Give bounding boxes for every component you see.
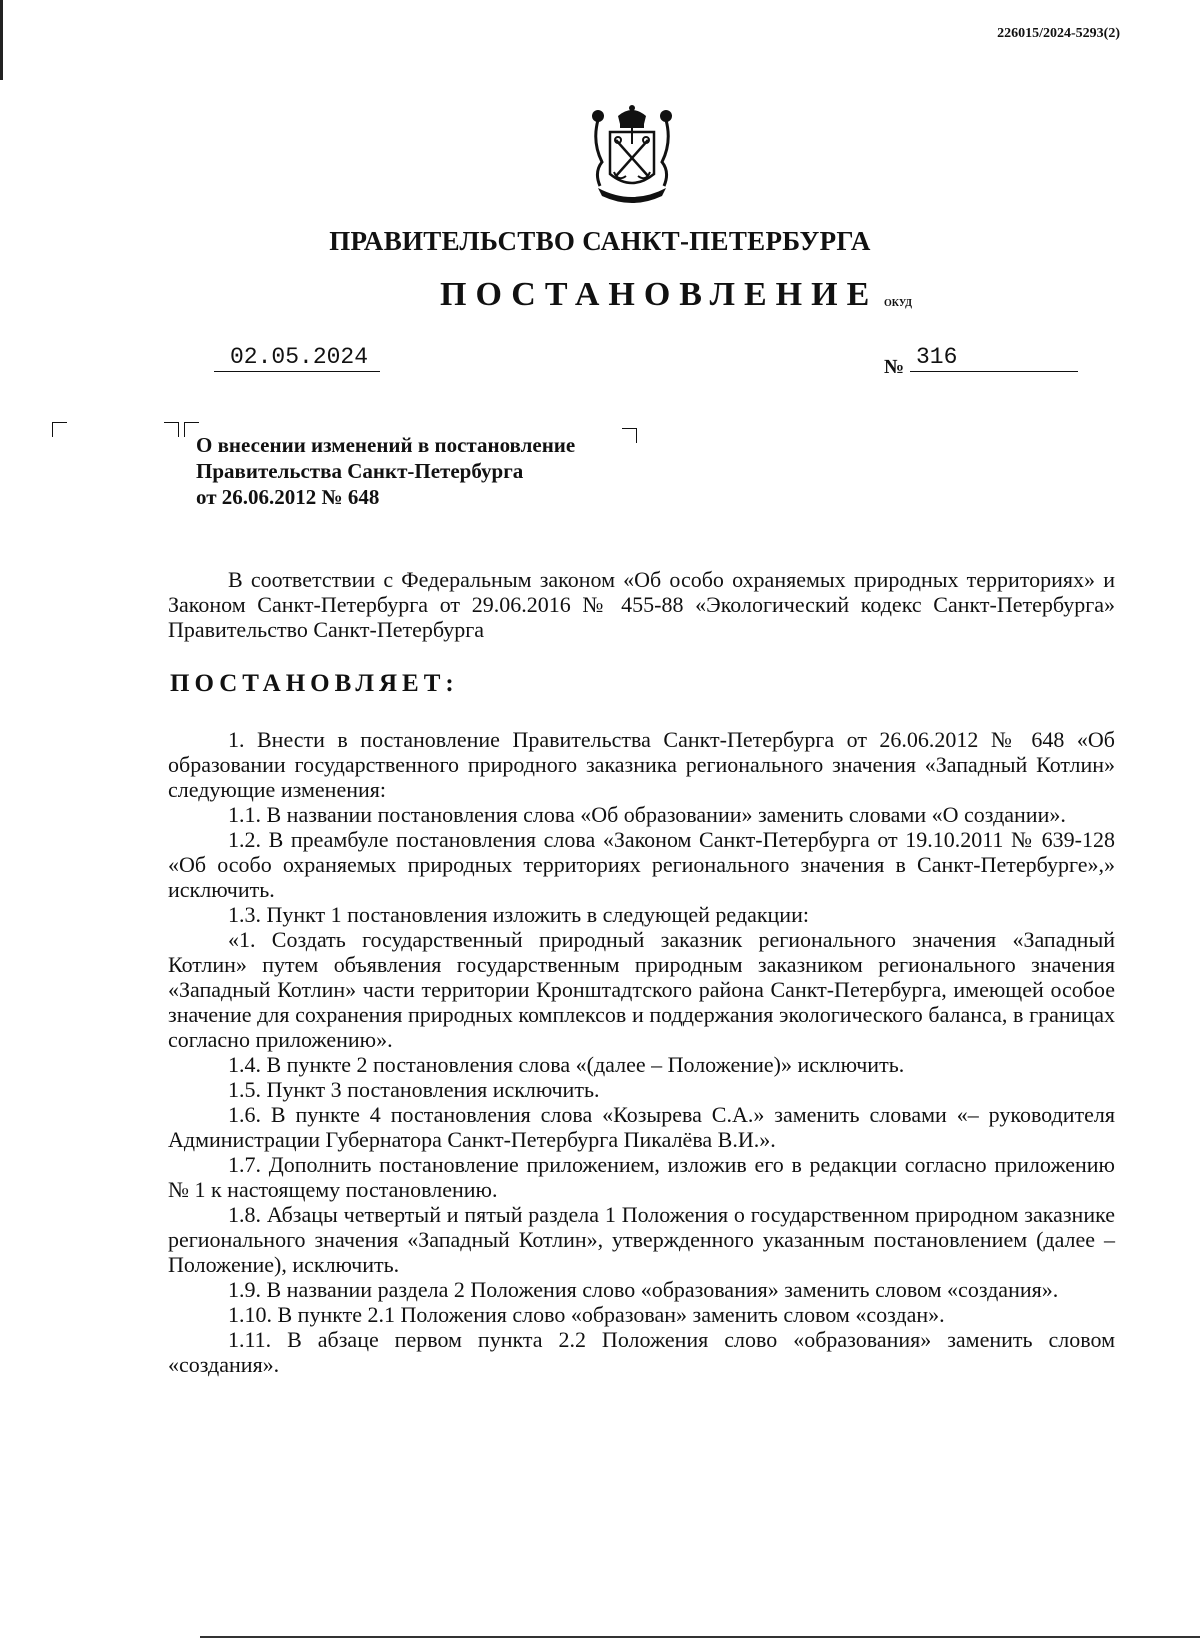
decree-item: 1. Внести в постановление Правительства Санкт-Петербурга от 26.06.2012 № 648 «Об образовании государственного природного заказника регионального значения «Западный Котлин» следующие изменения: — [168, 727, 1115, 802]
decree-item: «1. Создать государственный природный заказник регионального значения «Западный Котлин» путем объявления государственным природным заказником регионального значения «Западный Котлин» части территории Кронштадтского района Санкт-Петербурга, имеющей особое значение для сохранения природных комплексов и поддержания экологического баланса, в границах согласно приложению». — [168, 927, 1115, 1052]
subject-line: О внесении изменений в постановление — [196, 433, 576, 457]
decree-item: 1.3. Пункт 1 постановления изложить в следующей редакции: — [228, 902, 809, 927]
preamble — [168, 567, 1115, 642]
decree-item: 1.8. Абзацы четвертый и пятый раздела 1 Положения о государственном природном заказнике регионального значения «Западный Котлин», утвержденного указанным постановлением (далее – Положение), исключить. — [168, 1202, 1115, 1277]
preamble-paragraph: В соответствии с Федеральным законом «Об особо охраняемых природных территориях» и Законом Санкт-Петербурга от 29.06.2016 № 455-88 «Экологический кодекс Санкт-Петербурга» Правительство Санкт-Петербурга — [168, 567, 1115, 642]
decree-item: 1.6. В пункте 4 постановления слова «Козырева С.А.» заменить словами «– руководителя Администрации Губернатора Санкт-Петербурга Пикалёва В.И.». — [168, 1102, 1115, 1152]
organization-title: ПРАВИТЕЛЬСТВО САНКТ-ПЕТЕРБУРГА — [329, 226, 871, 256]
document-number: 316 — [910, 343, 1078, 372]
coat-of-arms-icon — [584, 102, 680, 206]
decree-items — [168, 727, 1115, 1377]
decree-item: 1.2. В преамбуле постановления слова «Законом Санкт-Петербурга от 19.10.2011 № 639-128 «Об особо охраняемых природных территориях регионального значения в Санкт-Петербурге»,» исключить. — [168, 827, 1115, 902]
scan-edge-mark — [0, 0, 3, 80]
decree-item: 1.9. В названии раздела 2 Положения слово «образования» заменить словом «создания». — [228, 1277, 1059, 1302]
decree-item: 1.1. В названии постановления слова «Об образовании» заменить словами «О создании». — [228, 802, 1066, 827]
document-type-title: ПОСТАНОВЛЕНИЕ — [440, 276, 879, 313]
document-subject — [196, 432, 656, 510]
subject-line: от 26.06.2012 № 648 — [196, 485, 380, 509]
decree-item: 1.5. Пункт 3 постановления исключить. — [228, 1077, 600, 1102]
number-sign: № — [884, 356, 905, 378]
scan-edge-line — [200, 1636, 1200, 1638]
okud-label: ОКУД — [884, 298, 913, 309]
decree-item: 1.7. Дополнить постановление приложением, изложив его в редакции согласно приложению № 1 к настоящему постановлению. — [168, 1152, 1115, 1202]
decree-heading: ПОСТАНОВЛЯЕТ: — [170, 670, 459, 697]
document-registration-number: 226015/2024-5293(2) — [997, 26, 1120, 41]
decree-item: 1.11. В абзаце первом пункта 2.2 Положения слово «образования» заменить словом «создания». — [168, 1327, 1115, 1377]
margin-corner-mark — [52, 422, 67, 437]
subject-line: Правительства Санкт-Петербурга — [196, 459, 524, 483]
document-date: 02.05.2024 — [214, 343, 380, 372]
decree-item: 1.10. В пункте 2.1 Положения слово «образован» заменить словом «создан». — [228, 1302, 945, 1327]
subject-corner-mark-left — [164, 422, 179, 437]
decree-item: 1.4. В пункте 2 постановления слова «(далее – Положение)» исключить. — [228, 1052, 905, 1077]
